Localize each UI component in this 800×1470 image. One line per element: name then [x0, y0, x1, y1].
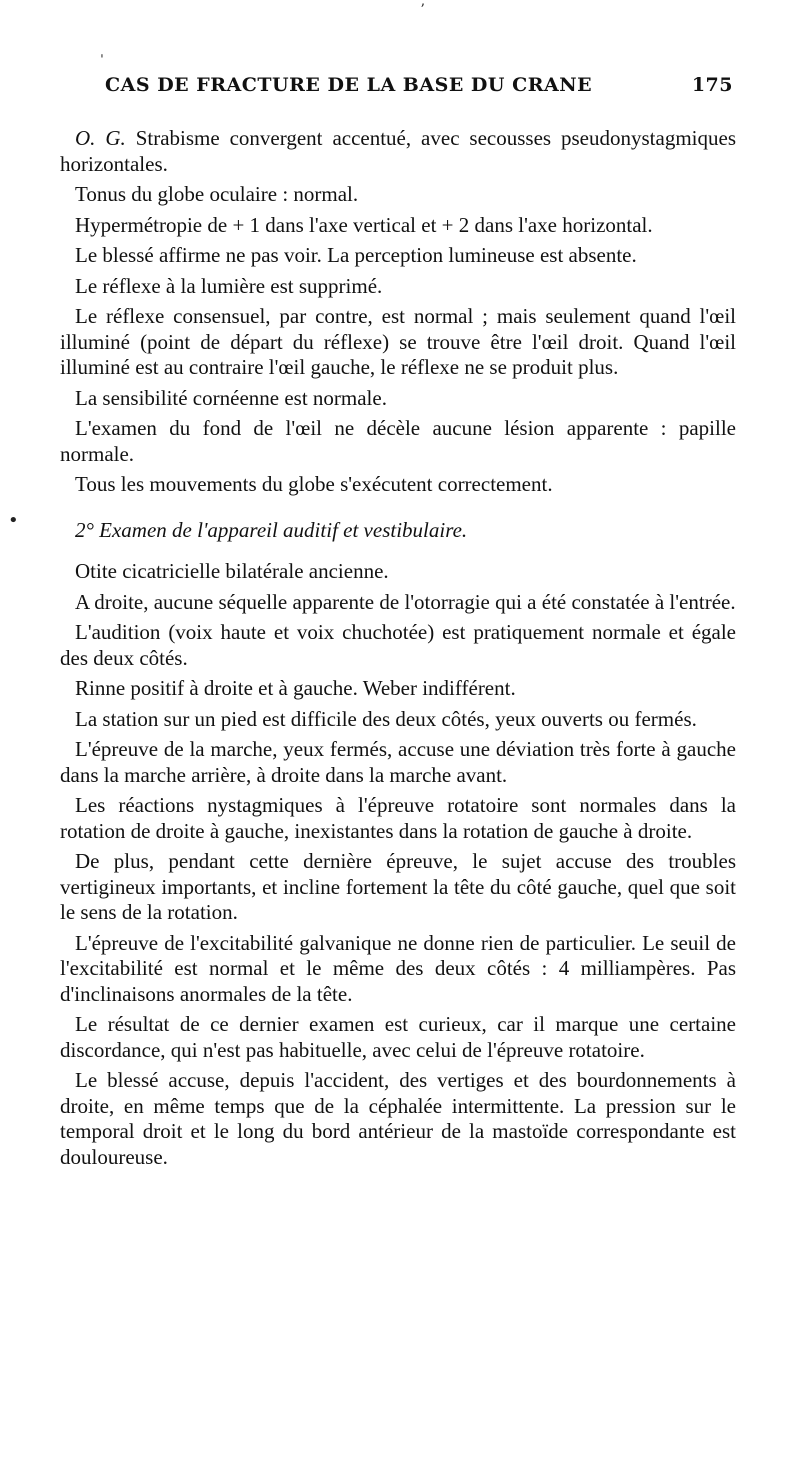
- paragraph: Le réflexe consensuel, par contre, est normal ; mais seulement quand l'œil illuminé (point de départ du réflexe) se trouve être l'œil droit. Quand l'œil illuminé est au contraire l'œil gauche, le réflexe ne se produit plus.: [60, 304, 736, 379]
- scan-speck: ˌ: [100, 44, 104, 60]
- paragraph: De plus, pendant cette dernière épreuve, le sujet accuse des troubles vertigineux importants, et incline fortement la tête du côté gauche, quel que soit le sens de la rotation.: [60, 849, 736, 924]
- scan-speck: ʼ: [420, 2, 425, 18]
- paragraph: Tonus du globe oculaire : normal.: [75, 182, 359, 206]
- paragraph-lead: O. G.: [75, 126, 126, 150]
- paragraph: Le blessé accuse, depuis l'accident, des vertiges et des bourdonnements à droite, en même temps que de la céphalée intermittente. La pression sur le temporal droit et le long du bord antérieur de la mastoïde correspondante est douloureuse.: [60, 1068, 736, 1169]
- paragraph: O. G. Strabisme convergent accentué, avec secousses pseudonystagmiques horizontales.: [60, 126, 736, 176]
- paragraph: Hypermétropie de + 1 dans l'axe vertical et + 2 dans l'axe horizontal.: [75, 212, 653, 237]
- paragraph: Rinne positif à droite et à gauche. Weber indifférent.: [75, 676, 516, 700]
- paragraph: L'épreuve de la marche, yeux fermés, accuse une déviation très forte à gauche dans la marche arrière, à droite dans la marche avant.: [60, 737, 736, 787]
- paragraph: Le réflexe à la lumière est supprimé.: [75, 273, 383, 298]
- paragraph: L'épreuve de l'excitabilité galvanique ne donne rien de particulier. Le seuil de l'excitabilité est normal et le même des deux côtés : 4 milliampères. Pas d'inclinaisons anormales de la tête.: [60, 930, 736, 1006]
- paragraph: L'audition (voix haute et voix chuchotée) est pratiquement normale et égale des deux côtés.: [60, 620, 736, 670]
- paragraph: Le résultat de ce dernier examen est curieux, car il marque une certaine discordance, qui n'est pas habituelle, avec celui de l'épreuve rotatoire.: [60, 1012, 736, 1062]
- section-heading: 2° Examen de l'appareil auditif et vestibulaire.: [75, 517, 468, 542]
- page-number: 175: [691, 74, 733, 96]
- margin-dot: •: [8, 510, 19, 531]
- paragraph: La sensibilité cornéenne est normale.: [75, 385, 387, 410]
- paragraph: Le blessé affirme ne pas voir. La perception lumineuse est absente.: [75, 243, 637, 267]
- paragraph: La station sur un pied est difficile des deux côtés, yeux ouverts ou fermés.: [75, 706, 697, 731]
- paragraph: Tous les mouvements du globe s'exécutent correctement.: [75, 472, 553, 496]
- paragraph: L'examen du fond de l'œil ne décèle aucune lésion apparente : papille normale.: [60, 416, 736, 466]
- paragraph: Les réactions nystagmiques à l'épreuve rotatoire sont normales dans la rotation de droite à gauche, inexistantes dans la rotation de gauche à droite.: [60, 793, 736, 843]
- paragraph: A droite, aucune séquelle apparente de l'otorragie qui a été constatée à l'entrée.: [75, 589, 736, 614]
- paragraph: Otite cicatricielle bilatérale ancienne.: [75, 559, 389, 583]
- running-title: CAS DE FRACTURE DE LA BASE DU CRANE: [105, 74, 593, 96]
- running-head: [105, 74, 733, 104]
- body-text: [60, 126, 736, 1175]
